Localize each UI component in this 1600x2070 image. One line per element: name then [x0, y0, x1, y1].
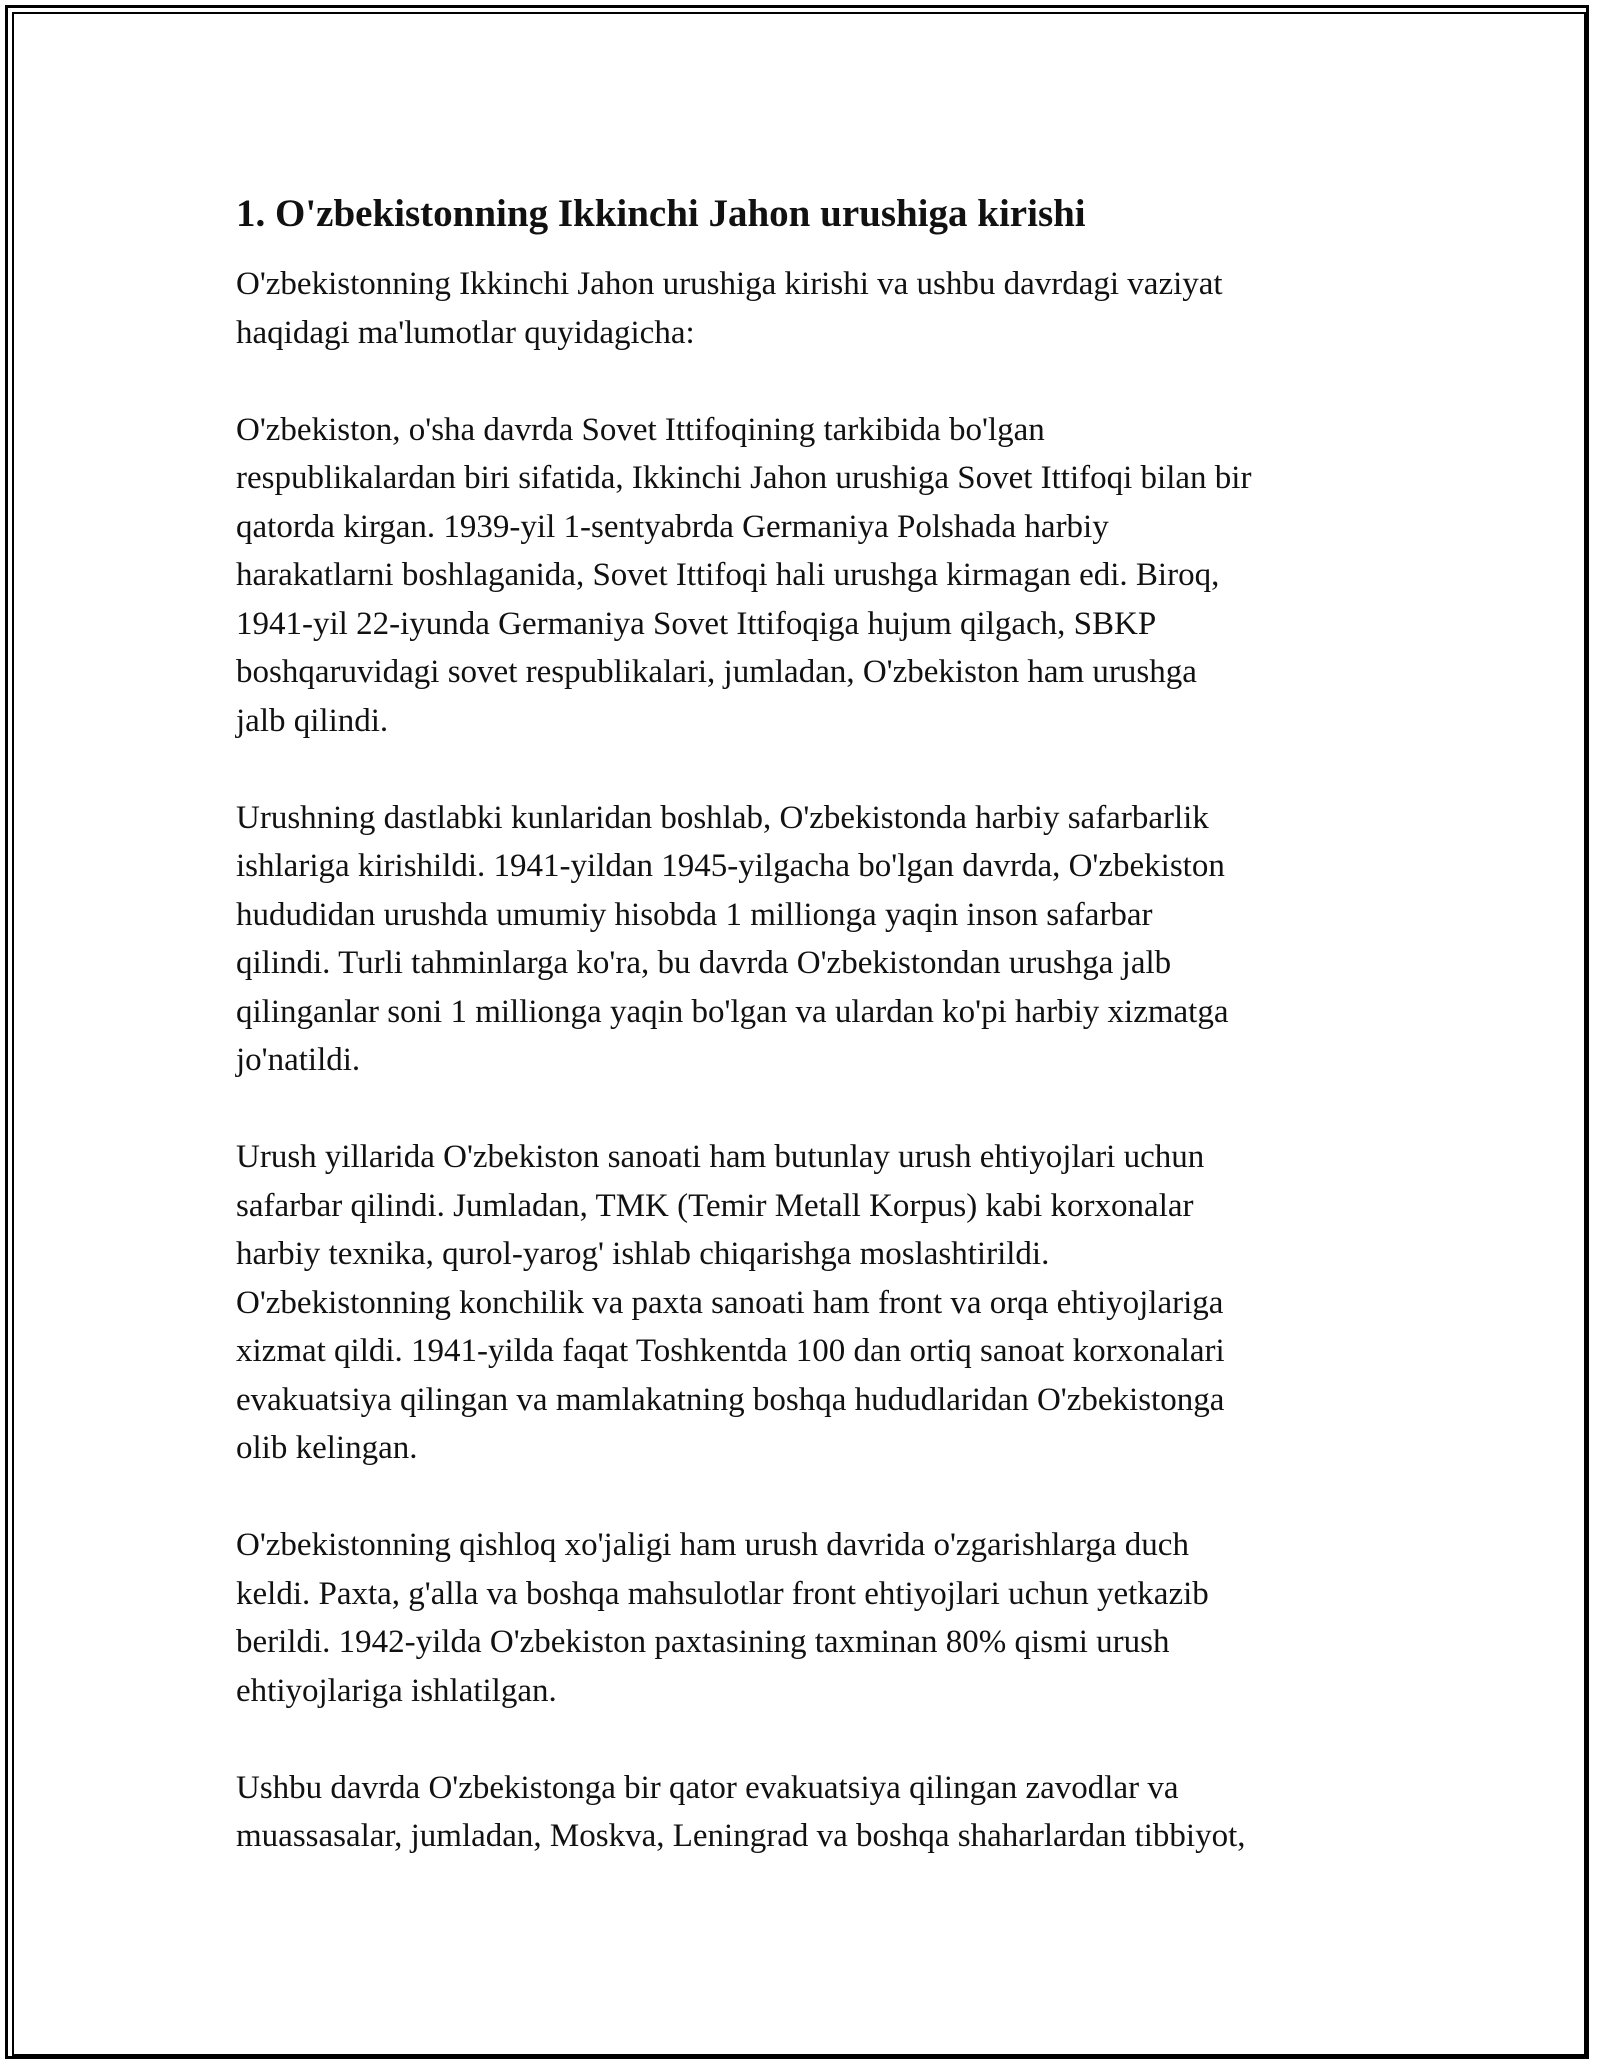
paragraph-line: Urush yillarida O'zbekiston sanoati ham butunlay urush ehtiyojlari uchun — [236, 1139, 1205, 1175]
section-heading: 1. O'zbekistonning Ikkinchi Jahon urushiga kirishi — [236, 192, 1086, 235]
paragraph-line: harakatlarni boshlaganida, Sovet Ittifoqi hali urushga kirmagan edi. Biroq, — [236, 557, 1220, 593]
paragraph-line: xizmat qildi. 1941-yilda faqat Toshkentda 100 dan ortiq sanoat korxonalari — [236, 1333, 1225, 1369]
document-body — [236, 188, 1396, 1909]
paragraph-line: jo'natildi. — [236, 1042, 361, 1078]
paragraph-line: O'zbekistonning Ikkinchi Jahon urushiga kirishi va ushbu davrdagi vaziyat — [236, 266, 1223, 302]
paragraph-evacuation — [236, 1764, 1396, 1861]
paragraph-intro — [236, 260, 1396, 357]
paragraph-mobilization — [236, 794, 1396, 1085]
paragraph-line: qilinganlar soni 1 millionga yaqin bo'lgan va ulardan ko'pi harbiy xizmatga — [236, 993, 1229, 1030]
paragraph-line: O'zbekistonning qishloq xo'jaligi ham urush davrida o'zgarishlarga duch — [236, 1527, 1189, 1563]
paragraph-line: jalb qilindi. — [236, 702, 389, 739]
paragraph-line: olib kelingan. — [236, 1430, 418, 1466]
paragraph-line: Ushbu davrda O'zbekistonga bir qator evakuatsiya qilingan zavodlar va — [236, 1769, 1179, 1806]
paragraph-line: harbiy texnika, qurol-yarog' ishlab chiqarishga moslashtirildi. — [236, 1236, 1050, 1272]
paragraph-line: berildi. 1942-yilda O'zbekiston paxtasining taxminan 80% qismi urush — [236, 1624, 1170, 1660]
paragraph-line: 1941-yil 22-iyunda Germaniya Sovet Ittifoqiga hujum qilgach, SBKP — [236, 605, 1157, 642]
paragraph-line: haqidagi ma'lumotlar quyidagicha: — [236, 314, 695, 351]
paragraph-line: qilindi. Turli tahminlarga ko'ra, bu davrda O'zbekistondan urushga jalb — [236, 945, 1172, 981]
paragraph-line: boshqaruvidagi sovet respublikalari, jumladan, O'zbekiston ham urushga — [236, 654, 1197, 690]
paragraph-line: Urushning dastlabki kunlaridan boshlab, O'zbekistonda harbiy safarbarlik — [236, 799, 1209, 836]
paragraph-line: keldi. Paxta, g'alla va boshqa mahsulotlar front ehtiyojlari uchun yetkazib — [236, 1575, 1209, 1612]
paragraph-line: respublikalardan biri sifatida, Ikkinchi Jahon urushiga Sovet Ittifoqi bilan bir — [236, 460, 1252, 496]
paragraph-line: evakuatsiya qilingan va mamlakatning boshqa hududlaridan O'zbekistonga — [236, 1381, 1225, 1418]
paragraph-agriculture — [236, 1521, 1396, 1715]
paragraph-line: O'zbekistonning konchilik va paxta sanoati ham front va orqa ehtiyojlariga — [236, 1284, 1224, 1321]
paragraph-line: qatorda kirgan. 1939-yil 1-sentyabrda Germaniya Polshada harbiy — [236, 508, 1109, 545]
paragraph-industry — [236, 1133, 1396, 1473]
paragraph-entry-into-war — [236, 406, 1396, 746]
paragraph-line: hududidan urushda umumiy hisobda 1 millionga yaqin inson safarbar — [236, 896, 1153, 933]
paragraph-line: ehtiyojlariga ishlatilgan. — [236, 1672, 557, 1709]
paragraph-line: ishlariga kirishildi. 1941-yildan 1945-yilgacha bo'lgan davrda, O'zbekiston — [236, 848, 1225, 884]
paragraph-line: muassasalar, jumladan, Moskva, Leningrad va boshqa shaharlardan tibbiyot, — [236, 1818, 1246, 1854]
paragraph-line: O'zbekiston, o'sha davrda Sovet Ittifoqining tarkibida bo'lgan — [236, 411, 1045, 448]
paragraph-line: safarbar qilindi. Jumladan, TMK (Temir Metall Korpus) kabi korxonalar — [236, 1187, 1194, 1224]
